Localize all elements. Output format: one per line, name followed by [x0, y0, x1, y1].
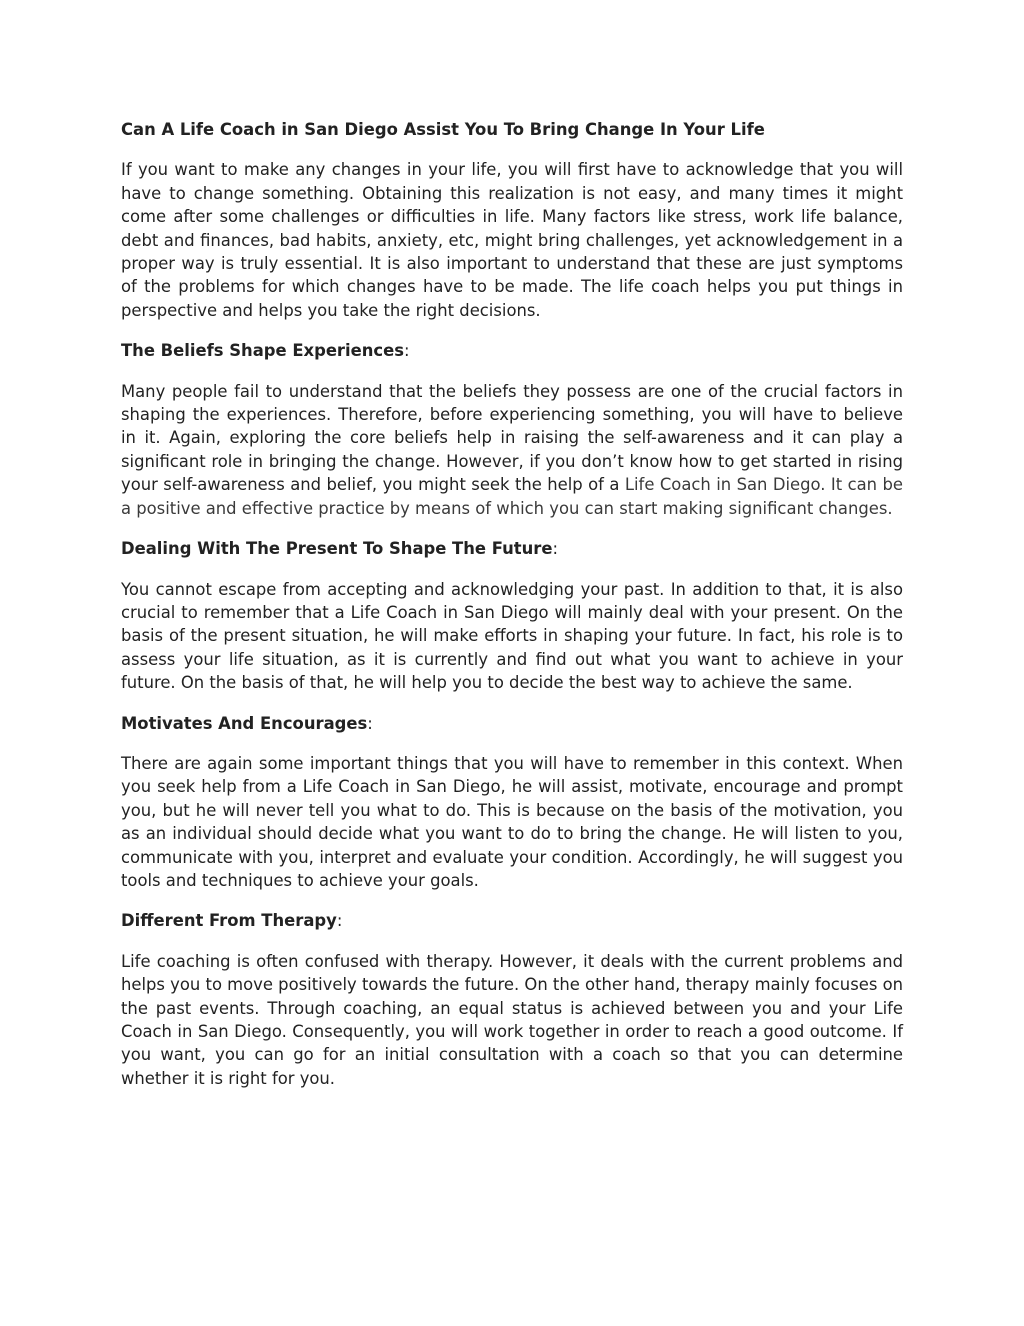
heading-colon: :	[552, 539, 559, 559]
intro-paragraph: If you want to make any changes in your life, you will first have to acknowledge that you will have to change something. Obtaining this realization is not easy, and many times it might come after some challenges or difficulties in life. Many factors like stress, work life balance, debt and finances, bad habits, anxiety, etc, might bring challenges, yet acknowledgement in a proper way is truly essential. It is also important to understand that these are just symptoms of the problems for which changes have to be made. The life coach helps you put things in perspective and helps you take the right decisions.	[121, 160, 903, 320]
section-heading-motivates	[121, 712, 903, 735]
section-body-therapy: Life coaching is often confused with therapy. However, it deals with the current problems and helps you to move positively towards the future. On the other hand, therapy mainly focuses on the past events. Through coaching, an equal status is achieved between you and your Life Coach in San Diego. Consequently, you will work together in order to reach a good outcome. If you want, you can go for an initial consultation with a coach so that you can determine whether it is right for you.	[121, 951, 903, 1088]
section-body-text: Many people fail to understand that the beliefs they possess are one of the crucial factors in shaping the experiences. Therefore, before experiencing something, you will have to believe in it. Again, exploring the core beliefs help in raising the self-awareness and it can play a significant role in bringing the change. However, if you don’t know how to get started in rising your self-awareness and belief, you might seek the help of a	[121, 381, 903, 495]
section-heading-present	[121, 537, 903, 560]
section-body-present: You cannot escape from accepting and acknowledging your past. In addition to that, it is also crucial to remember that a Life Coach in San Diego will mainly deal with your present. On the basis of the present situation, he will make efforts in shaping your future. In fact, his role is to assess your life situation, as it is currently and find out what you want to achieve in your future. On the basis of that, he will help you to decide the best way to achieve the same.	[121, 579, 903, 693]
section-heading-text: Dealing With The Present To Shape The Future	[121, 539, 553, 559]
heading-colon: :	[367, 713, 373, 733]
section-heading-text: Different From Therapy	[121, 911, 337, 931]
heading-colon: :	[336, 911, 343, 931]
section-body-tail: It can be a positive and effective practice by means of which you can start making significant changes.	[121, 475, 903, 518]
section-heading-beliefs	[121, 339, 903, 362]
document-title: Can A Life Coach in San Diego Assist You To Bring Change In Your Life	[121, 120, 765, 139]
section-body-motivates: There are again some important things that you will have to remember in this context. When you seek help from a Life Coach in San Diego, he will assist, motivate, encourage and prompt you, but he will never tell you what to do. This is because on the basis of the motivation, you as an individual should decide what you want to do to bring the change. He will listen to you, communicate with you, interpret and evaluate your condition. Accordingly, he will suggest you tools and techniques to achieve your goals.	[121, 753, 903, 890]
heading-colon: :	[404, 341, 410, 361]
section-heading-text: The Beliefs Shape Experiences	[121, 341, 405, 361]
section-heading-text: Motivates And Encourages	[121, 713, 368, 733]
section-heading-therapy	[121, 909, 903, 932]
document-page	[121, 118, 903, 1107]
section-body-beliefs	[121, 380, 903, 520]
life-coach-link-text: Life Coach in San Diego.	[624, 475, 826, 495]
